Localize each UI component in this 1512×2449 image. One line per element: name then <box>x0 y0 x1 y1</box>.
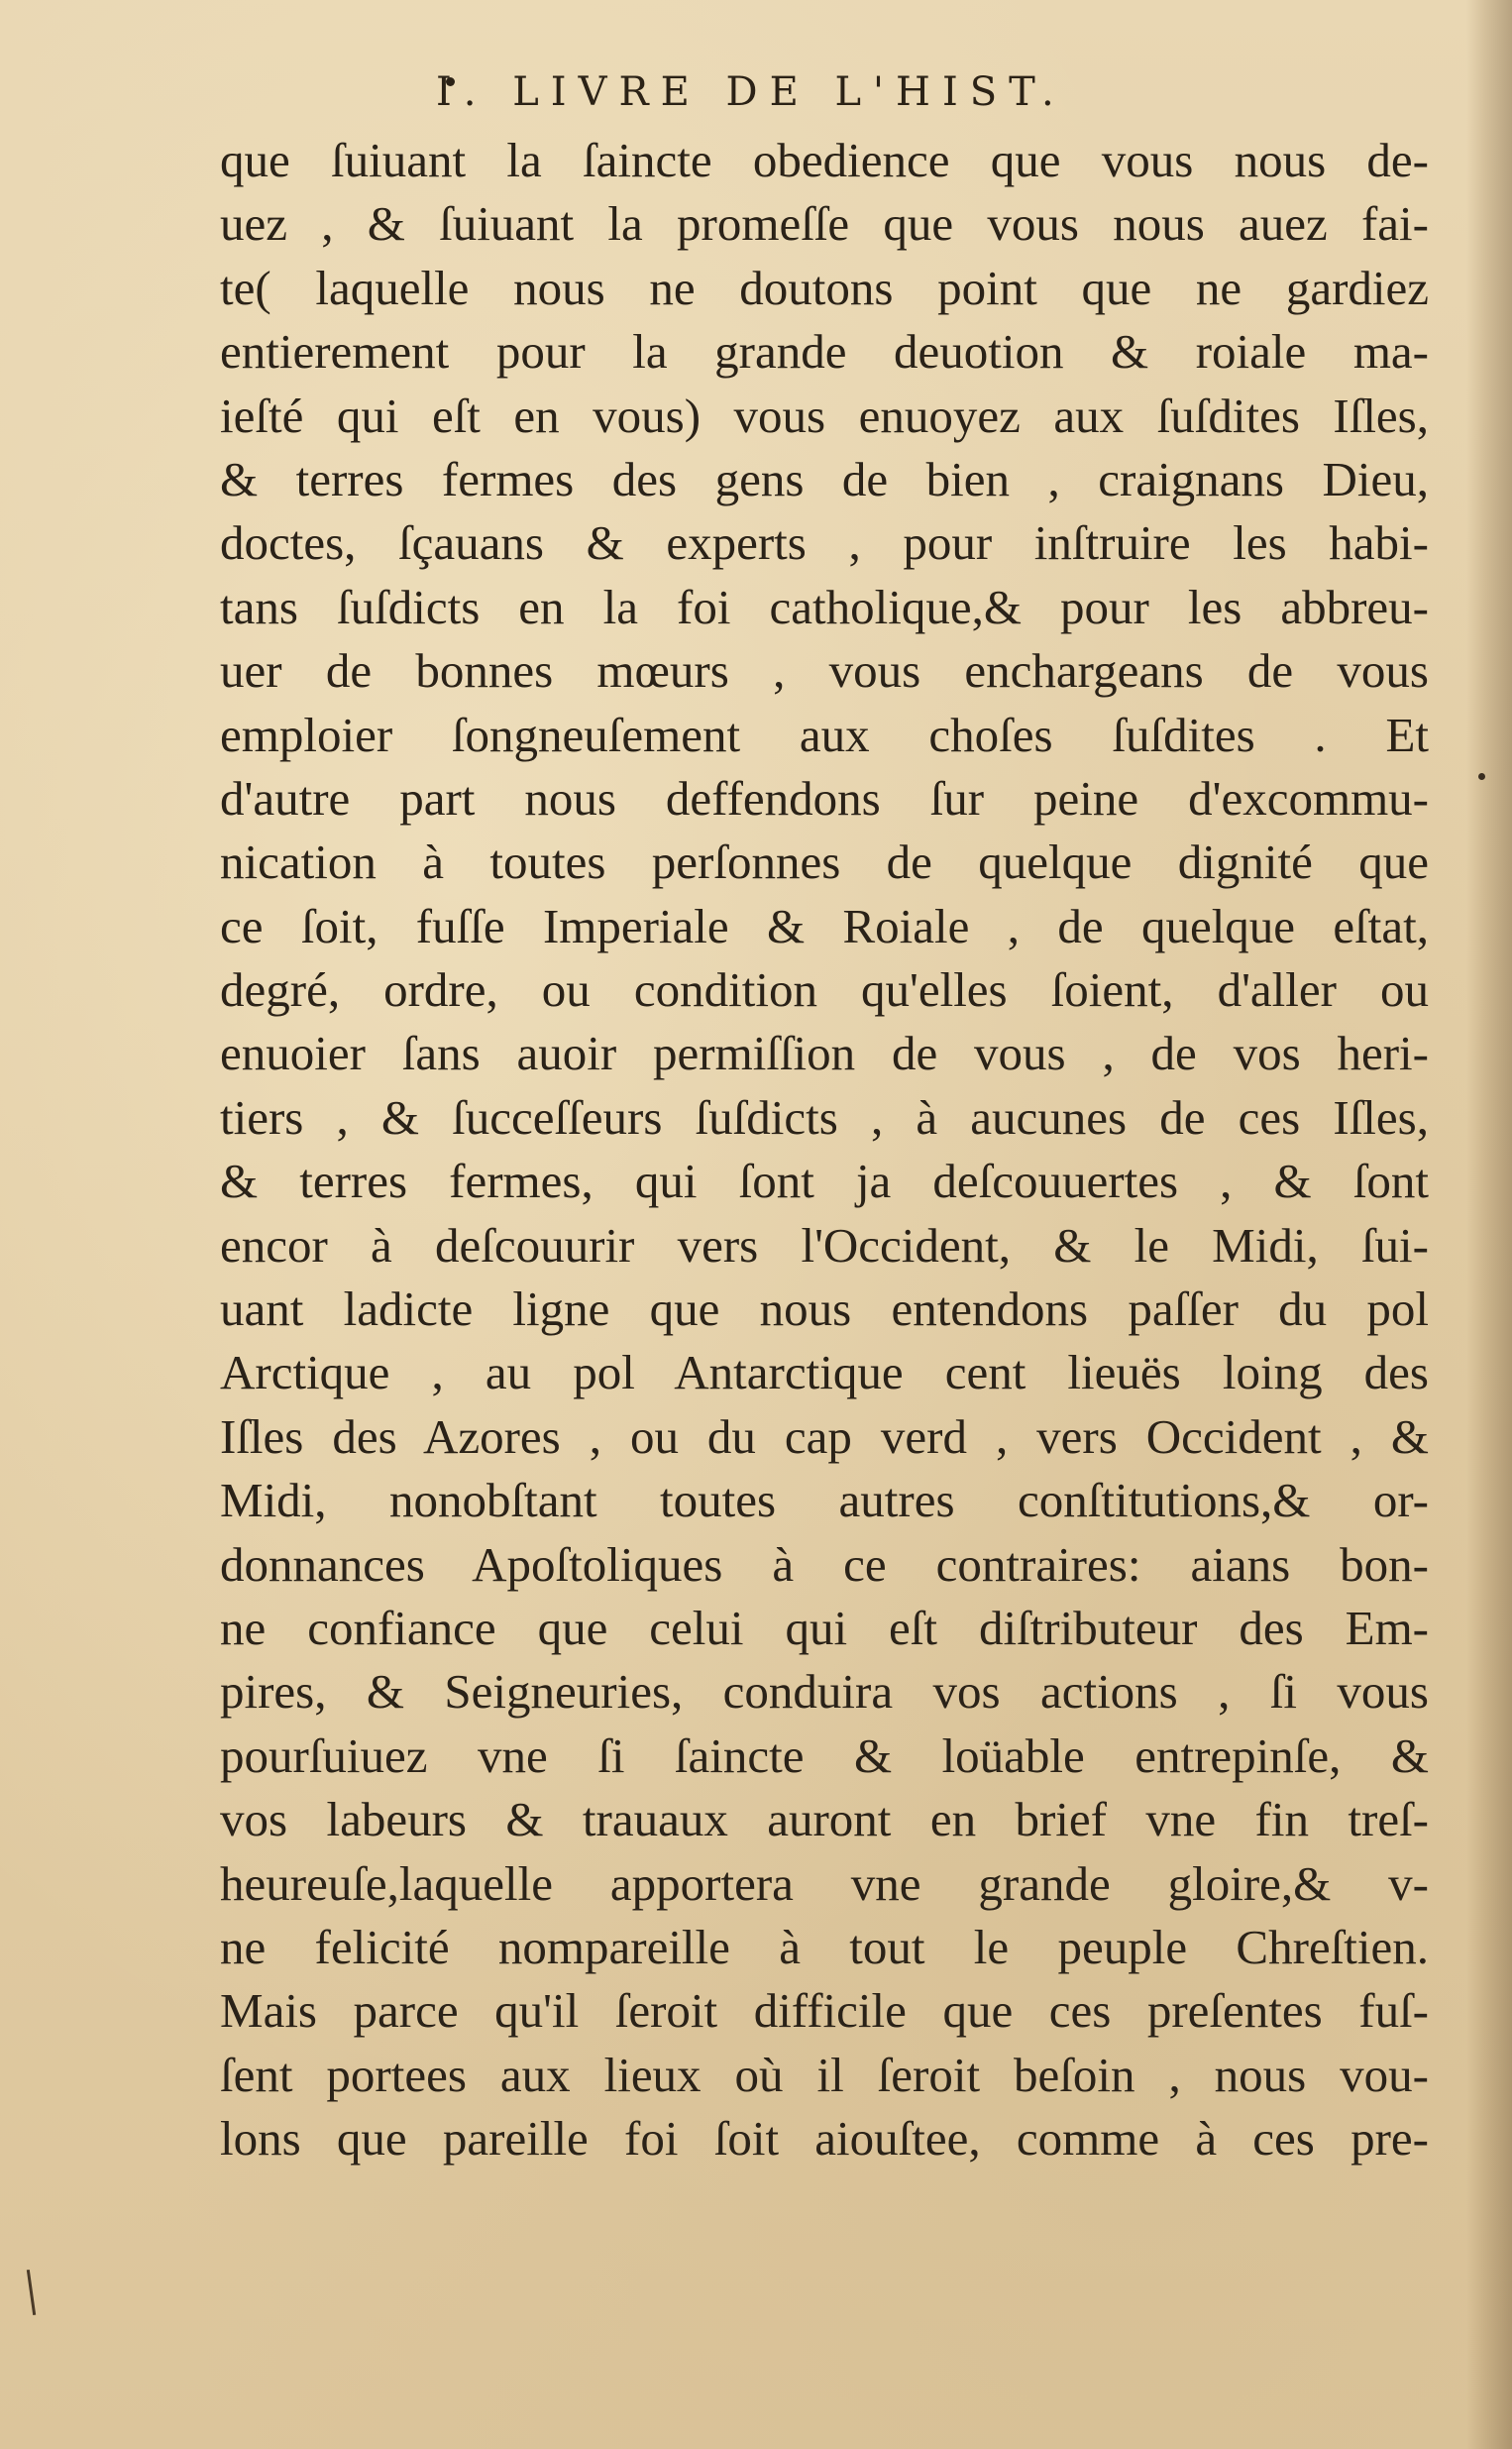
text-line: uez , & ſuiuant la promeſſe que vous nous auez fai- <box>220 196 1429 252</box>
running-head: I. LIVRE DE L'HIST. <box>436 69 1066 115</box>
text-line: uant ladicte ligne que nous entendons paſſer du pol <box>220 1281 1429 1337</box>
text-line: emploier ſongneuſement aux choſes ſuſdites . Et <box>220 707 1429 762</box>
margin-mark <box>1478 773 1485 780</box>
text-line: heureuſe,laquelle apportera vne grande gloire,& v- <box>220 1855 1429 1911</box>
text-line: doctes, ſçauans & experts , pour inſtruire les habi- <box>220 515 1429 571</box>
text-line: nication à toutes perſonnes de quelque dignité que <box>220 835 1429 890</box>
text-line: tans ſuſdicts en la foi catholique,& pour les abbreu- <box>220 579 1429 634</box>
text-line: ne felicité nompareille à tout le peuple Chreſtien. <box>220 1919 1429 1974</box>
text-line: donnances Apoſtoliques à ce contraires: aians bon- <box>220 1536 1429 1592</box>
text-line: degré, ordre, ou condition qu'elles ſoient, d'aller ou <box>220 962 1429 1018</box>
text-line: encor à deſcouurir vers l'Occident, & le Midi, ſui- <box>220 1217 1429 1273</box>
text-line: entierement pour la grande deuotion & roiale ma- <box>220 324 1429 380</box>
text-line: tiers , & ſucceſſeurs ſuſdicts , à aucunes de ces Iſles, <box>220 1089 1429 1145</box>
text-line: ce ſoit, fuſſe Imperiale & Roiale , de quelque eſtat, <box>220 898 1429 953</box>
body-text <box>220 129 1429 2171</box>
text-line: Arctique , au pol Antarctique cent lieuës loing des <box>220 1345 1429 1400</box>
text-line: ſent portees aux lieux où il ſeroit beſoin , nous vou- <box>220 2047 1429 2102</box>
margin-pen-stroke <box>27 2270 36 2315</box>
text-line: ieſté qui eſt en vous) vous enuoyez aux ſuſdites Iſles, <box>220 388 1429 443</box>
text-line: Mais parce qu'il ſeroit difficile que ces preſentes fuſ- <box>220 1983 1429 2039</box>
text-line: d'autre part nous deffendons ſur peine d'excommu- <box>220 770 1429 826</box>
text-line: te( laquelle nous ne doutons point que ne gardiez <box>220 260 1429 315</box>
text-line: & terres fermes, qui ſont ja deſcouuertes , & ſont <box>220 1154 1429 1209</box>
text-line: pires, & Seigneuries, conduira vos actions , ſi vous <box>220 1664 1429 1720</box>
text-line: ne confiance que celui qui eſt diſtributeur des Em- <box>220 1600 1429 1655</box>
page-binding-shadow <box>1466 0 1512 2449</box>
text-line: Iſles des Azores , ou du cap verd , vers Occident , & <box>220 1408 1429 1464</box>
text-line: enuoier ſans auoir permiſſion de vous , de vos heri- <box>220 1026 1429 1081</box>
text-line: lons que pareille foi ſoit aiouſtee, comme à ces pre- <box>220 2111 1429 2167</box>
text-line: uer de bonnes mœurs , vous enchargeans de vous <box>220 643 1429 699</box>
text-line: vos labeurs & trauaux auront en brief vne fin treſ- <box>220 1792 1429 1847</box>
text-line: & terres fermes des gens de bien , craignans Dieu, <box>220 451 1429 506</box>
text-line: pourſuiuez vne ſi ſaincte & loüable entrepinſe, & <box>220 1727 1429 1783</box>
text-line: que ſuiuant la ſaincte obedience que vous nous de- <box>220 133 1429 187</box>
text-line: Midi, nonobſtant toutes autres conſtitutions,& or- <box>220 1473 1429 1528</box>
